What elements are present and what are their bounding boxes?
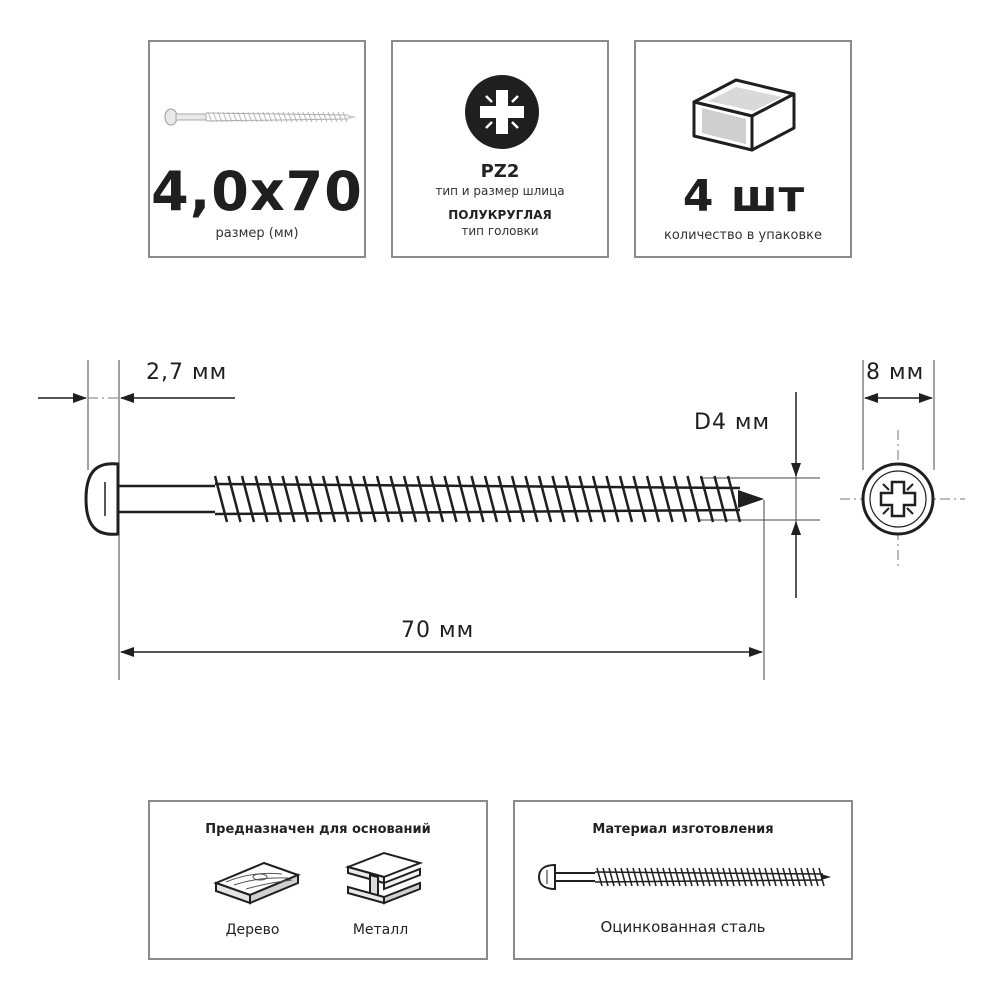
length-label: 70 мм: [401, 618, 475, 643]
material-title: Материал изготовления: [592, 822, 774, 837]
head-diameter-label: 8 мм: [866, 360, 925, 385]
material-value: Оцинкованная сталь: [600, 918, 766, 936]
base-label-wood: Дерево: [225, 922, 280, 938]
head-caption: тип головки: [461, 224, 539, 238]
slot-value: PZ2: [480, 161, 520, 182]
quantity-value: 4 шт: [682, 171, 806, 222]
material-card: [513, 800, 853, 960]
metal-profile-icon: [340, 847, 430, 907]
wood-plank-icon: [212, 857, 302, 907]
head-value: ПОЛУКРУГЛАЯ: [448, 208, 552, 222]
quantity-caption: количество в упаковке: [664, 228, 822, 243]
head-height-label: 2,7 мм: [146, 360, 228, 385]
thread-diameter-label: D4 мм: [694, 410, 771, 435]
bases-card: [148, 800, 488, 960]
size-caption: размер (мм): [215, 226, 299, 241]
slot-caption: тип и размер шлица: [435, 184, 565, 198]
screw-icon: [525, 857, 845, 897]
size-value: 4,0x70: [151, 160, 363, 223]
bases-title: Предназначен для оснований: [205, 822, 431, 837]
base-label-metal: Металл: [352, 922, 409, 938]
